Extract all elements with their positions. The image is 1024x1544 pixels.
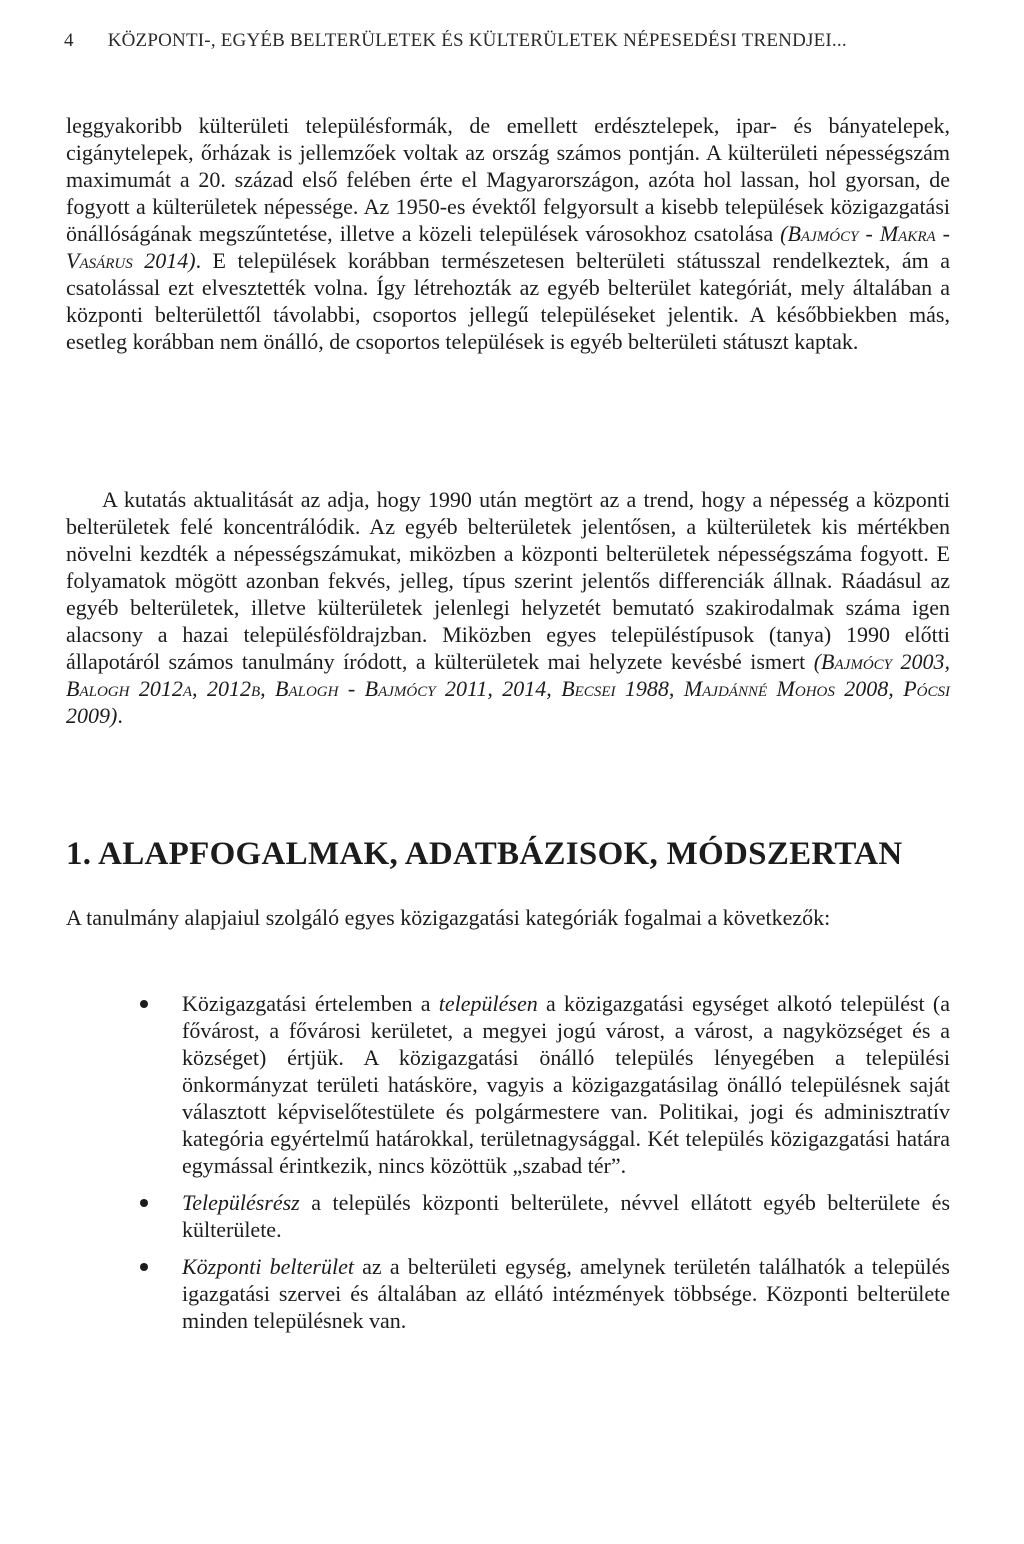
list-item	[66, 1253, 950, 1334]
list-item-term: településen	[438, 991, 538, 1016]
running-header	[64, 30, 984, 52]
list-item-term: Központi belterület	[182, 1254, 354, 1279]
paragraph-1-text-a: leggyakoribb külterületi településformák, de emellett erdésztelepek, ipar- és bányatelepek, cigánytelepek, őrházak is jellemzőek voltak az ország számos pontján. A külterületi népességszám maximumát a 20. század első felében érte el Magyarországon, azóta hol lassan, hol gyorsan, de fogyott a külterületek népessége. Az 1950-es évektől felgyorsult a kisebb települések közigazgatási önállóságának megszűntetése, illetve a közeli települések városokhoz csatolása	[66, 113, 950, 246]
bullet-icon	[140, 1000, 148, 1008]
list-item-text-b: a település központi belterülete, névvel ellátott egyéb belterülete és külterülete.	[182, 1190, 950, 1242]
bullet-icon	[140, 1263, 148, 1271]
citation-bajmocy-makra-vasarus: (Bajmócy - Makra - Vasárus 2014)	[66, 221, 951, 273]
bullet-icon	[140, 1199, 148, 1207]
paragraph-2	[66, 486, 950, 729]
list-item-text-b: a közigazgatási egységet alkotó települést (a fővárost, a fővárosi kerületet, a megyei jogú várost, a várost, a nagyközséget és a községet) értjük. A közigazgatási önálló település lényegében a települési önkormányzat területi hatásköre, vagyis a közigazgatásilag önálló településnek saját választott képviselőtestülete és polgármestere van. Politikai, jogi és adminisztratív kategória egyértelmű határokkal, területnagysággal. Két település közigazgatási határa egymással érintkezik, nincs közöttük „szabad tér”.	[182, 991, 950, 1178]
citation-list: (Bajmócy 2003, Balogh 2012a, 2012b, Balogh - Bajmócy 2011, 2014, Becsei 1988, Majdánné Mohos 2008, Pócsi 2009)	[66, 649, 950, 728]
list-item	[66, 990, 950, 1179]
paragraph-2-text-a: A kutatás aktualitását az adja, hogy 1990 után megtört az a trend, hogy a népesség a központi belterületek felé koncentrálódik. Az egyéb belterületek jelentősen, a külterületek kis mértékben növelni kezdték a népességszámukat, miközben a központi belterületek népességszáma fogyott. E folyamatok mögött azonban fekvés, jelleg, típus szerint jelentős differenciák állnak. Ráadásul az egyéb belterületek, illetve külterületek jelenlegi helyzetét bemutató szakirodalmak száma igen alacsony a hazai településföldrajzban. Miközben egyes településtípusok (tanya) 1990 előtti állapotáról számos tanulmány íródott, a külterületek mai helyzete kevésbé ismert	[66, 487, 950, 674]
running-header-title: KÖZPONTI-, EGYÉB BELTERÜLETEK ÉS KÜLTERÜLETEK NÉPESEDÉSI TRENDJEI...	[107, 30, 847, 51]
section-intro: A tanulmány alapjaiul szolgáló egyes közigazgatási kategóriák fogalmai a következők:	[66, 905, 831, 930]
list-item-text-b: az a belterületi egység, amelynek területén találhatók a település igazgatási szervei és általában az ellátó intézmények többsége. Központi belterülete minden településnek van.	[182, 1254, 950, 1333]
paragraph-2-text-b: .	[117, 703, 123, 728]
section-heading: 1. ALAPFOGALMAK, ADATBÁZISOK, MÓDSZERTAN	[66, 836, 903, 872]
list-item-text-a: Közigazgatási értelemben a	[182, 991, 439, 1016]
list-item	[66, 1189, 950, 1243]
page-number: 4	[64, 30, 74, 51]
list-item-term: Településrész	[182, 1190, 300, 1215]
definition-list	[66, 990, 950, 1344]
paragraph-1-text-b: . E települések korábban természetesen belterületi státusszal rendelkeztek, ám a csatolással ezt elvesztették volna. Így létrehozták az egyéb belterület kategóriát, mely általában a központi belterülettől távolabbi, csoportos jellegű településeket jelentik. A későbbiekben más, esetleg korábban nem önálló, de csoportos települések is egyéb belterületi státuszt kaptak.	[66, 248, 950, 354]
paragraph-1	[66, 112, 950, 355]
